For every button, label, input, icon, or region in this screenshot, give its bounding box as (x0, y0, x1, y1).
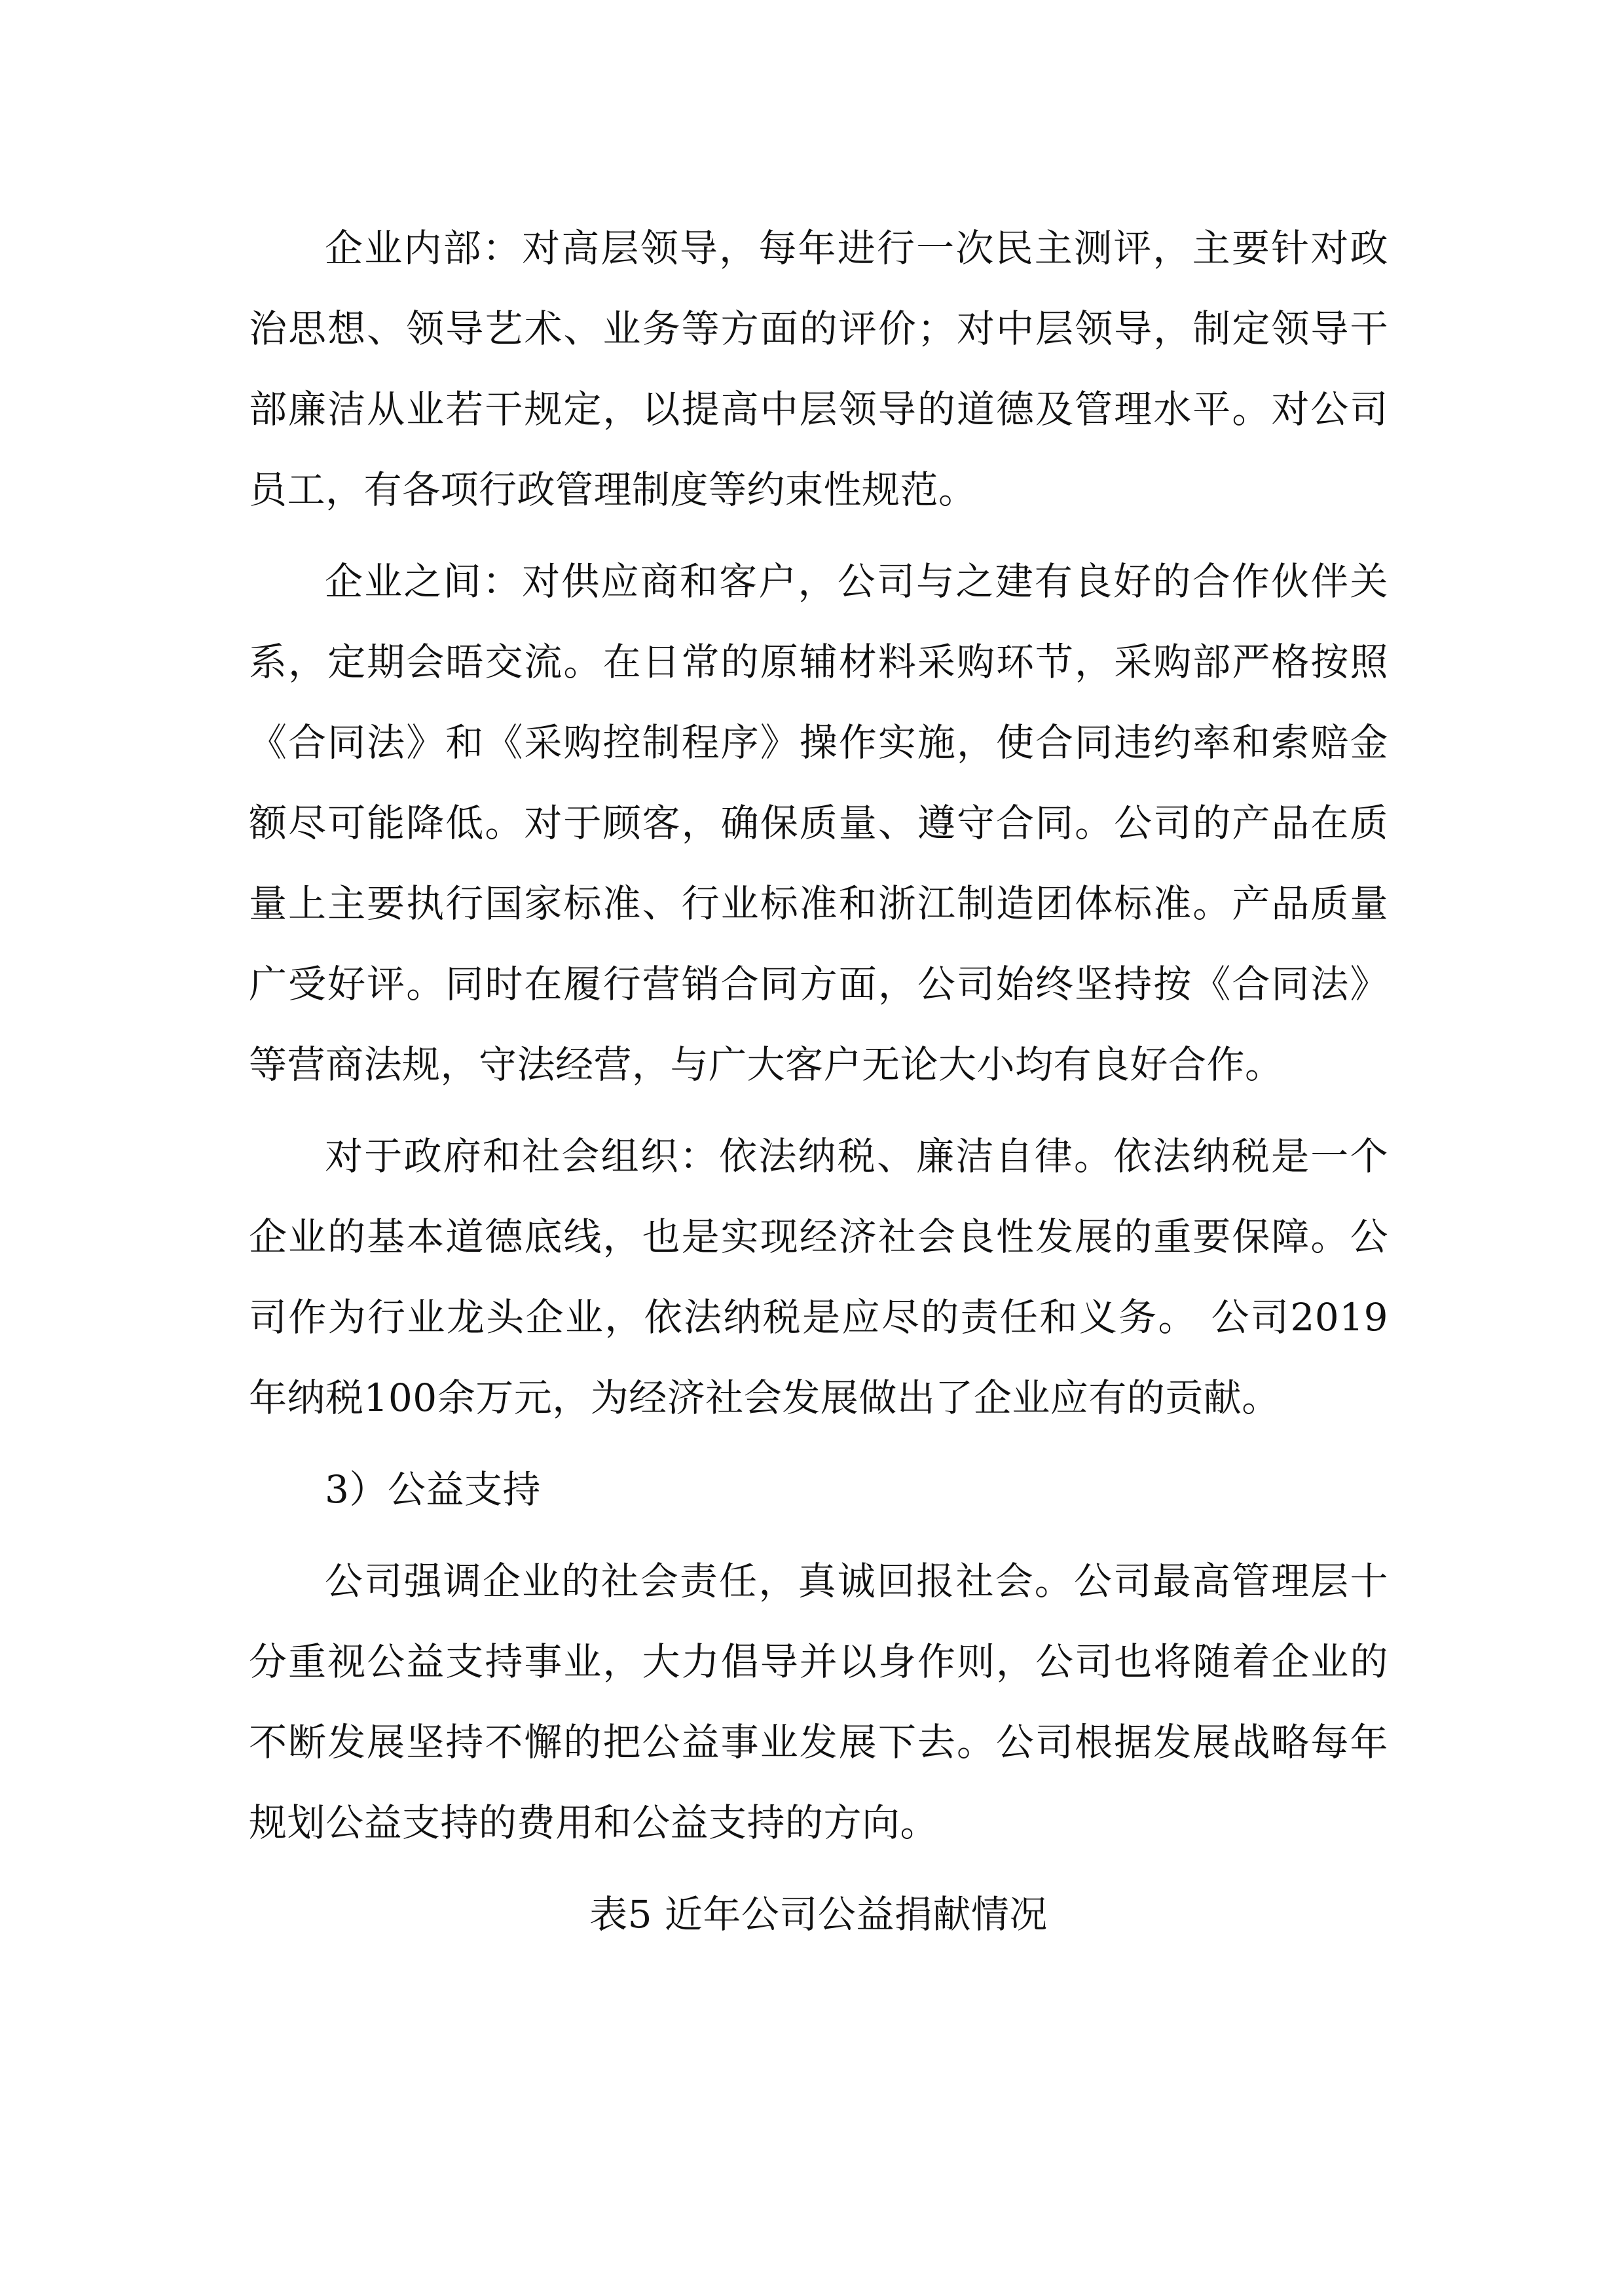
paragraph-government: 对于政府和社会组织：依法纳税、廉洁自律。依法纳税是一个企业的基本道德底线，也是实现经济社会良性发展的重要保障。公司作为行业龙头企业，依法纳税是应尽的责任和义务。 公司2019年纳税100余万元，为经济社会发展做出了企业应有的贡献。 (249, 1134, 1388, 1420)
paragraph-between-enterprises: 企业之间：对供应商和客户，公司与之建有良好的合作伙伴关系，定期会晤交流。在日常的原辅材料采购环节，采购部严格按照《合同法》和《采购控制程序》操作实施，使合同违约率和索赔金额尽可能降低。对于顾客，确保质量、遵守合同。公司的产品在质量上主要执行国家标准、行业标准和浙江制造团体标准。产品质量广受好评。同时在履行营销合同方面，公司始终坚持按《合同法》等营商法规，守法经营，与广大客户无论大小均有良好合作。 (249, 559, 1388, 1087)
paragraph-public-welfare: 公司强调企业的社会责任，真诚回报社会。公司最高管理层十分重视公益支持事业，大力倡导并以身作则，公司也将随着企业的不断发展坚持不懈的把公益事业发展下去。公司根据发展战略每年规划公益支持的费用和公益支持的方向。 (249, 1559, 1388, 1845)
document-body (249, 208, 1388, 1955)
table-caption: 表5 近年公司公益捐献情况 (589, 1892, 1048, 1937)
paragraph-internal: 企业内部：对高层领导，每年进行一次民主测评，主要针对政治思想、领导艺术、业务等方面的评价；对中层领导，制定领导干部廉洁从业若干规定，以提高中层领导的道德及管理水平。对公司员工，有各项行政管理制度等约束性规范。 (249, 226, 1388, 512)
section-heading: 3）公益支持 (325, 1467, 541, 1512)
